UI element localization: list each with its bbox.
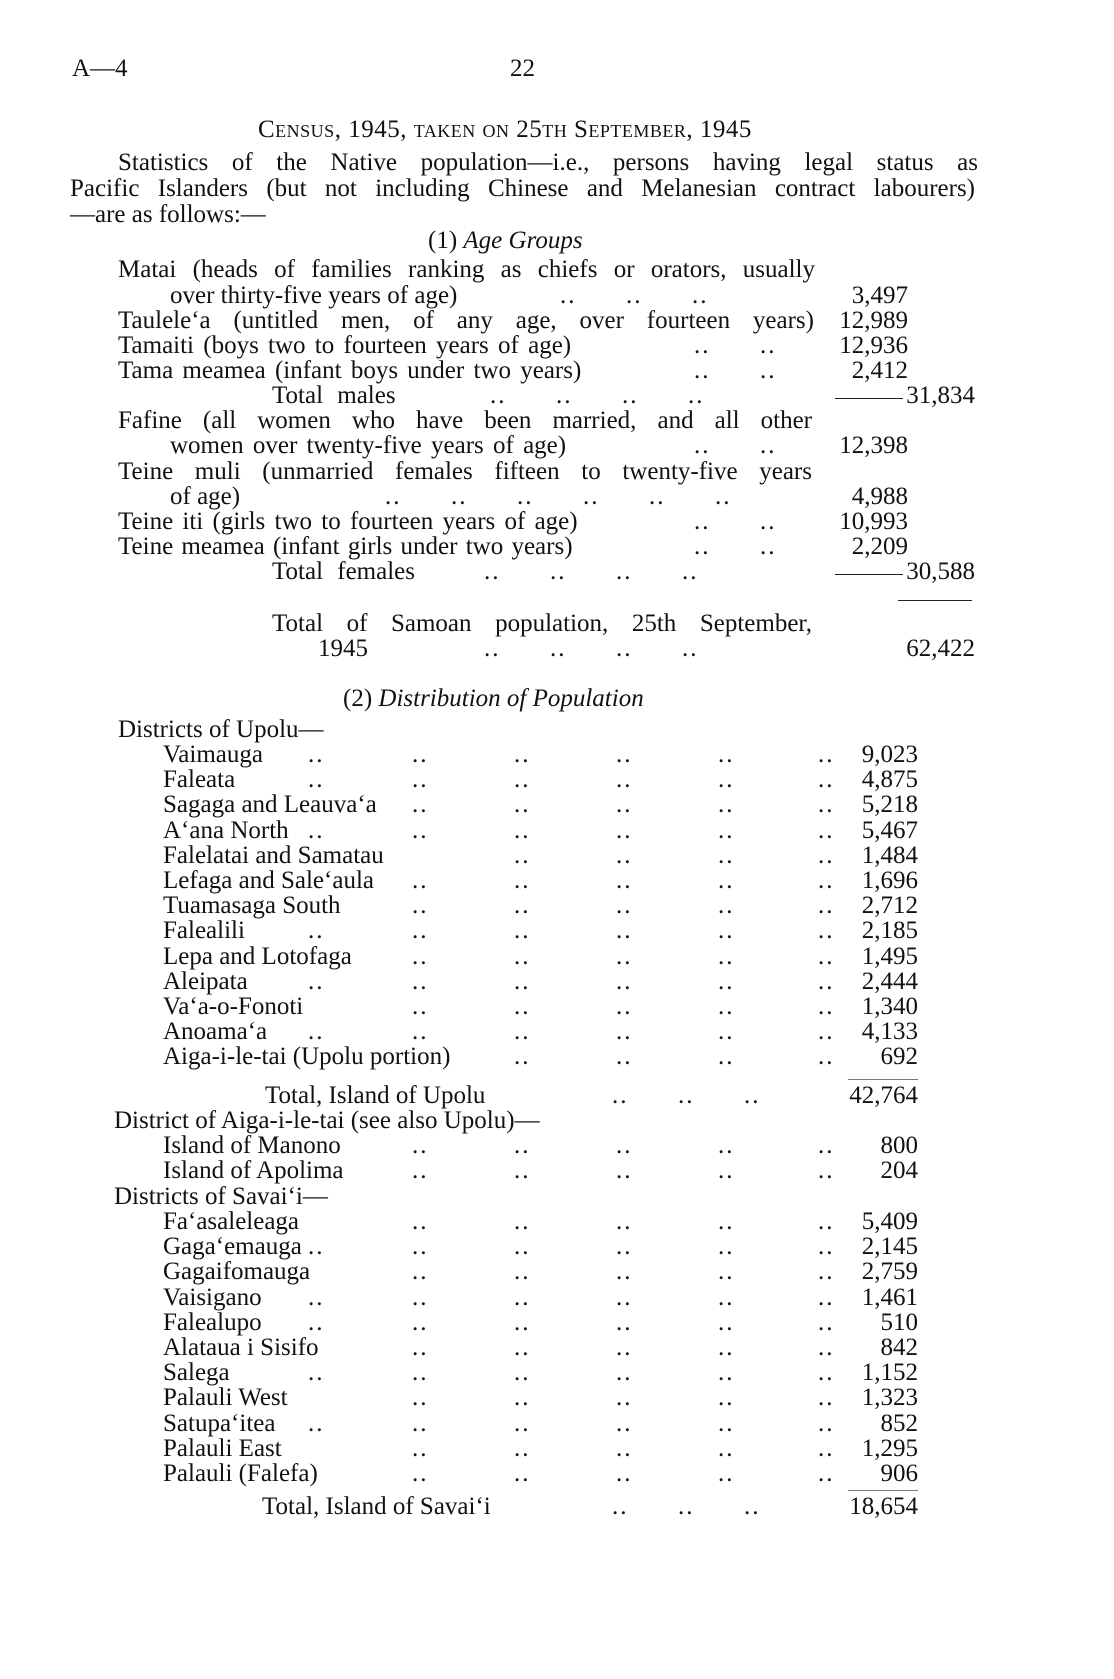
district-name: Faleata [163, 766, 236, 794]
leader-dots: .. [818, 1018, 835, 1046]
total-males-label: Total males [272, 382, 396, 409]
leader-dots: .. .. .. .. [490, 382, 705, 409]
upolu-total-value: 42,764 [849, 1082, 918, 1109]
leader-dots: .. [818, 816, 835, 844]
leader-dots: .. [412, 1434, 429, 1462]
page-code: A—4 [72, 55, 128, 82]
district-value: 2,185 [861, 917, 918, 945]
leader-dots: .. [514, 1384, 531, 1412]
savaii-total-value: 18,654 [849, 1493, 918, 1520]
leader-dots: .. [514, 1359, 531, 1387]
leader-dots: .. [308, 1359, 325, 1387]
leader-dots: .. [818, 1208, 835, 1235]
leader-dots: .. [616, 1334, 633, 1361]
leader-dots: .. [514, 917, 531, 945]
leader-dots: .. [616, 1460, 633, 1487]
leader-dots: .. [818, 917, 835, 945]
leader-dots: .. .. .. [612, 1082, 761, 1109]
leader-dots: .. [514, 1208, 531, 1235]
leader-dots: .. [718, 816, 735, 844]
leader-dots: .. [718, 993, 735, 1020]
district-name: Palauli East [163, 1434, 282, 1462]
distribution-heading-text: Distribution of Population [378, 685, 644, 712]
leader-dots: .. [308, 766, 325, 794]
district-value: 5,409 [861, 1208, 918, 1235]
leader-dots: .. [718, 892, 735, 920]
leader-dots: .. [412, 1258, 429, 1286]
leader-dots: .. [616, 841, 633, 869]
leader-dots: .. [616, 967, 633, 995]
leader-dots: .. [718, 967, 735, 995]
district-value: 4,875 [861, 766, 918, 794]
leader-dots: .. [718, 1460, 735, 1487]
leader-dots: .. [718, 841, 735, 869]
leader-dots: .. [718, 1359, 735, 1387]
leader-dots: .. [616, 1132, 633, 1159]
district-name: Falelatai and Samatau [163, 841, 384, 869]
district-name: Fa‘asaleleaga [163, 1208, 300, 1235]
sum-rule [848, 1490, 918, 1491]
leader-dots: .. [818, 1460, 835, 1487]
leader-dots: .. [514, 1132, 531, 1159]
leader-dots: .. [818, 942, 835, 970]
savaii-total-label: Total, Island of Savai‘i [262, 1493, 491, 1520]
leader-dots: .. [412, 1208, 429, 1235]
leader-dots: .. [514, 741, 531, 768]
leader-dots: .. [718, 1334, 735, 1361]
age-groups-heading-number: (1) [428, 227, 458, 254]
leader-dots: .. .. [694, 533, 777, 560]
leader-dots: .. [514, 841, 531, 869]
leader-dots: .. [514, 766, 531, 794]
leader-dots: .. [514, 816, 531, 844]
leader-dots: .. [818, 1334, 835, 1361]
district-value: 2,145 [861, 1233, 918, 1261]
leader-dots: .. [412, 993, 429, 1020]
tamaiti-label: Tamaiti (boys two to fourteen years of age) [118, 332, 572, 359]
leader-dots: .. [308, 1018, 325, 1046]
district-name: Palauli (Falefa) [163, 1460, 318, 1487]
district-value: 2,759 [861, 1258, 918, 1286]
leader-dots: .. .. [694, 508, 777, 535]
leader-dots: .. [308, 1283, 325, 1311]
leader-dots: .. [818, 1409, 835, 1437]
leader-dots: .. [718, 766, 735, 794]
age-groups-heading-text: Age Groups [463, 227, 583, 254]
taulelea-value: 12,989 [839, 307, 908, 334]
total-males-value: 31,834 [906, 382, 975, 409]
leader-dots: .. .. .. .. [484, 635, 699, 662]
leader-dots: .. [616, 1384, 633, 1412]
leader-dots: .. [514, 1043, 531, 1071]
district-name: Falealili [163, 917, 245, 945]
leader-dots: .. [616, 1018, 633, 1046]
leader-dots: .. [514, 1409, 531, 1437]
leader-dots: .. [412, 867, 429, 894]
leader-dots: .. [616, 1283, 633, 1311]
leader-dots: .. [818, 1308, 835, 1336]
grand-total-line-1: Total of Samoan population, 25th September, [272, 610, 812, 637]
teine-iti-label: Teine iti (girls two to fourteen years of age) [118, 508, 578, 535]
leader-dots: .. [718, 1409, 735, 1437]
leader-dots: .. [616, 1157, 633, 1185]
leader-dots: .. [818, 1258, 835, 1286]
district-value: 906 [880, 1460, 918, 1487]
leader-dots: .. .. [694, 357, 777, 384]
leader-dots: .. [412, 1409, 429, 1437]
leader-dots: .. [818, 867, 835, 894]
leader-dots: .. [818, 1157, 835, 1185]
district-value: 842 [880, 1334, 918, 1361]
district-value: 1,340 [861, 993, 918, 1020]
district-name: Salega [163, 1359, 230, 1387]
leader-dots: .. [718, 917, 735, 945]
leader-dots: .. [412, 766, 429, 794]
district-name: Lefaga and Sale‘aula [163, 867, 374, 894]
district-name: Gagaifomauga [163, 1258, 311, 1286]
page-title: Census, 1945, taken on 25th September, 1945 [258, 116, 752, 143]
matai-line-2: over thirty-five years of age) [170, 282, 458, 309]
leader-dots: .. [616, 766, 633, 794]
leader-dots: .. [718, 1233, 735, 1261]
district-value: 9,023 [861, 741, 918, 768]
district-name: Satupa‘itea [163, 1409, 276, 1437]
leader-dots: .. [616, 917, 633, 945]
leader-dots: .. [412, 1384, 429, 1412]
leader-dots: .. [412, 967, 429, 995]
leader-dots: .. [616, 1233, 633, 1261]
leader-dots: .. [818, 791, 835, 819]
leader-dots: .. [412, 1233, 429, 1261]
page-number: 22 [510, 55, 535, 82]
leader-dots: .. [616, 1208, 633, 1235]
leader-dots: .. [818, 1132, 835, 1159]
leader-dots: .. .. .. .. [484, 558, 699, 585]
fafine-line-2: women over twenty-five years of age) [170, 432, 567, 459]
teine-muli-line-2: of age) [170, 483, 241, 510]
leader-dots: .. [514, 1258, 531, 1286]
leader-dots: .. [818, 993, 835, 1020]
tama-meamea-value: 2,412 [851, 357, 908, 384]
leader-dots: .. [514, 867, 531, 894]
leader-dots: .. [412, 892, 429, 920]
district-name: Aleipata [163, 967, 248, 995]
leader-dots: .. [818, 1434, 835, 1462]
sum-rule [898, 600, 972, 601]
leader-dots: .. [616, 993, 633, 1020]
district-name: Vaimauga [163, 741, 263, 768]
leader-dots: .. [818, 1384, 835, 1412]
leader-dots: .. [412, 1018, 429, 1046]
leader-dots: .. [616, 1434, 633, 1462]
leader-dots: .. [718, 1043, 735, 1071]
leader-dots: .. [514, 1018, 531, 1046]
teine-meamea-label: Teine meamea (infant girls under two years) [118, 533, 573, 560]
district-name: Lepa and Lotofaga [163, 942, 352, 970]
district-value: 800 [880, 1132, 918, 1159]
total-females-value: 30,588 [906, 558, 975, 585]
district-value: 1,461 [861, 1283, 918, 1311]
leader-dots: .. [308, 816, 325, 844]
upolu-heading: Districts of Upolu— [118, 716, 324, 743]
leader-dots: .. [818, 1043, 835, 1071]
leader-dots: .. [514, 1460, 531, 1487]
district-name: Palauli West [163, 1384, 288, 1412]
leader-dots: .. .. .. .. .. .. [385, 483, 732, 510]
district-name: Aiga-i-le-tai (Upolu portion) [163, 1043, 451, 1071]
leader-dots: .. [616, 1258, 633, 1286]
teine-meamea-value: 2,209 [851, 533, 908, 560]
district-name: Island of Apolima [163, 1157, 344, 1185]
leader-dots: .. [308, 741, 325, 768]
leader-dots: .. [718, 867, 735, 894]
leader-dots: .. [616, 892, 633, 920]
leader-dots: .. [514, 892, 531, 920]
district-value: 1,696 [861, 867, 918, 894]
district-value: 692 [880, 1043, 918, 1071]
savaii-heading: Districts of Savai‘i— [114, 1183, 328, 1210]
district-name: Falealupo [163, 1308, 262, 1336]
district-value: 1,152 [861, 1359, 918, 1387]
leader-dots: .. [514, 942, 531, 970]
district-value: 5,467 [861, 816, 918, 844]
leader-dots: .. [514, 1334, 531, 1361]
leader-dots: .. [308, 917, 325, 945]
age-groups-heading [428, 228, 583, 255]
leader-dots: .. .. .. [612, 1493, 761, 1520]
matai-line-1: Matai (heads of families ranking as chiefs or orators, usually [118, 256, 815, 283]
leader-dots: .. [616, 867, 633, 894]
leader-dots: .. [818, 967, 835, 995]
leader-dots: .. [818, 892, 835, 920]
distribution-heading-number: (2) [343, 685, 373, 712]
leader-dots: .. [412, 791, 429, 819]
leader-dots: .. [818, 841, 835, 869]
leader-dots: .. [818, 766, 835, 794]
distribution-heading [343, 686, 644, 713]
leader-dots: .. [308, 967, 325, 995]
district-value: 4,133 [861, 1018, 918, 1046]
intro-line-2: Pacific Islanders (but not including Chinese and Melanesian contract labourers) [70, 175, 975, 202]
district-value: 852 [880, 1409, 918, 1437]
total-females-label: Total females [272, 558, 415, 585]
leader-dots: .. [514, 1308, 531, 1336]
district-value: 1,295 [861, 1434, 918, 1462]
upolu-total-label: Total, Island of Upolu [265, 1082, 486, 1109]
leader-dots: .. [412, 1308, 429, 1336]
leader-dots: .. [308, 1233, 325, 1261]
leader-dots: .. [718, 1384, 735, 1412]
aiga-heading: District of Aiga-i-le-tai (see also Upolu)— [114, 1107, 540, 1134]
district-value: 2,444 [861, 967, 918, 995]
leader-dots: .. [818, 1233, 835, 1261]
leader-dots: .. [514, 1283, 531, 1311]
district-name: Alataua i Sisifo [163, 1334, 319, 1361]
district-name: Tuamasaga South [163, 892, 341, 920]
leader-dots: .. [718, 1208, 735, 1235]
leader-dots: .. [616, 1043, 633, 1071]
leader-dots: .. [818, 741, 835, 768]
leader-dots: .. [412, 1157, 429, 1185]
leader-dots: .. [616, 791, 633, 819]
district-value: 1,484 [861, 841, 918, 869]
leader-dots: .. [308, 1409, 325, 1437]
leader-dots: .. [412, 816, 429, 844]
leader-dots: .. [718, 741, 735, 768]
tamaiti-value: 12,936 [839, 332, 908, 359]
leader-dots: .. [718, 791, 735, 819]
leader-dots: .. [412, 741, 429, 768]
leader-dots: .. [514, 1233, 531, 1261]
leader-dots: .. [412, 917, 429, 945]
leader-dots: .. .. [694, 332, 777, 359]
leader-dots: .. [412, 1132, 429, 1159]
district-value: 5,218 [861, 791, 918, 819]
leader-dots: .. [514, 1434, 531, 1462]
district-value: 1,323 [861, 1384, 918, 1412]
leader-dots: .. [514, 967, 531, 995]
intro-line-1: Statistics of the Native population—i.e., persons having legal status as [118, 149, 978, 176]
leader-dots: .. [412, 1359, 429, 1387]
leader-dots: .. [616, 942, 633, 970]
leader-dots: .. [616, 816, 633, 844]
leader-dots: .. [412, 1334, 429, 1361]
grand-total-line-2: 1945 [318, 635, 368, 662]
leader-dots: .. [616, 1359, 633, 1387]
leader-dots: .. [412, 1283, 429, 1311]
district-name: Va‘a-o-Fonoti [163, 993, 304, 1020]
leader-dots: .. [718, 1157, 735, 1185]
fafine-value: 12,398 [839, 432, 908, 459]
matai-value: 3,497 [851, 282, 908, 309]
leader-dots: .. [514, 791, 531, 819]
district-value: 1,495 [861, 942, 918, 970]
taulelea-label: Taulele‘a (untitled men, of any age, over fourteen years) [118, 307, 814, 334]
district-name: Island of Manono [163, 1132, 341, 1159]
district-name: Vaisigano [163, 1283, 262, 1311]
district-name: Gaga‘emauga [163, 1233, 302, 1261]
teine-iti-value: 10,993 [839, 508, 908, 535]
leader-dots: .. [616, 741, 633, 768]
leader-dots: .. [818, 1283, 835, 1311]
leader-dots: .. [308, 1308, 325, 1336]
teine-muli-value: 4,988 [851, 483, 908, 510]
leader-dots: .. [718, 1132, 735, 1159]
leader-dots: .. .. .. [560, 282, 709, 309]
leader-dots: .. [718, 1018, 735, 1046]
fafine-line-1: Fafine (all women who have been married, and all other [118, 407, 812, 434]
leader-dots: .. [718, 1283, 735, 1311]
leader-dots: .. .. [694, 432, 777, 459]
district-name: Anoama‘a [163, 1018, 268, 1046]
teine-muli-line-1: Teine muli (unmarried females fifteen to twenty-five years [118, 458, 812, 485]
leader-dots: .. [718, 1434, 735, 1462]
grand-total-value: 62,422 [906, 635, 975, 662]
leader-dots: .. [616, 1308, 633, 1336]
leader-dots: .. [718, 942, 735, 970]
leader-dots: .. [412, 942, 429, 970]
leader-dots: .. [718, 1308, 735, 1336]
leader-dots: .. [514, 1157, 531, 1185]
district-value: 2,712 [861, 892, 918, 920]
leader-dots: .. [718, 1258, 735, 1286]
sum-rule [848, 1079, 918, 1080]
district-value: 204 [880, 1157, 918, 1185]
district-name: Sagaga and Leauva‘a [163, 791, 377, 819]
intro-line-3: —are as follows:— [70, 201, 266, 228]
leader-dots: .. [818, 1359, 835, 1387]
district-value: 510 [880, 1308, 918, 1336]
tama-meamea-label: Tama meamea (infant boys under two years) [118, 357, 582, 384]
leader-dots: .. [616, 1409, 633, 1437]
leader-dots: .. [412, 1460, 429, 1487]
leader-dots: .. [514, 993, 531, 1020]
district-name: A‘ana North [163, 816, 289, 844]
